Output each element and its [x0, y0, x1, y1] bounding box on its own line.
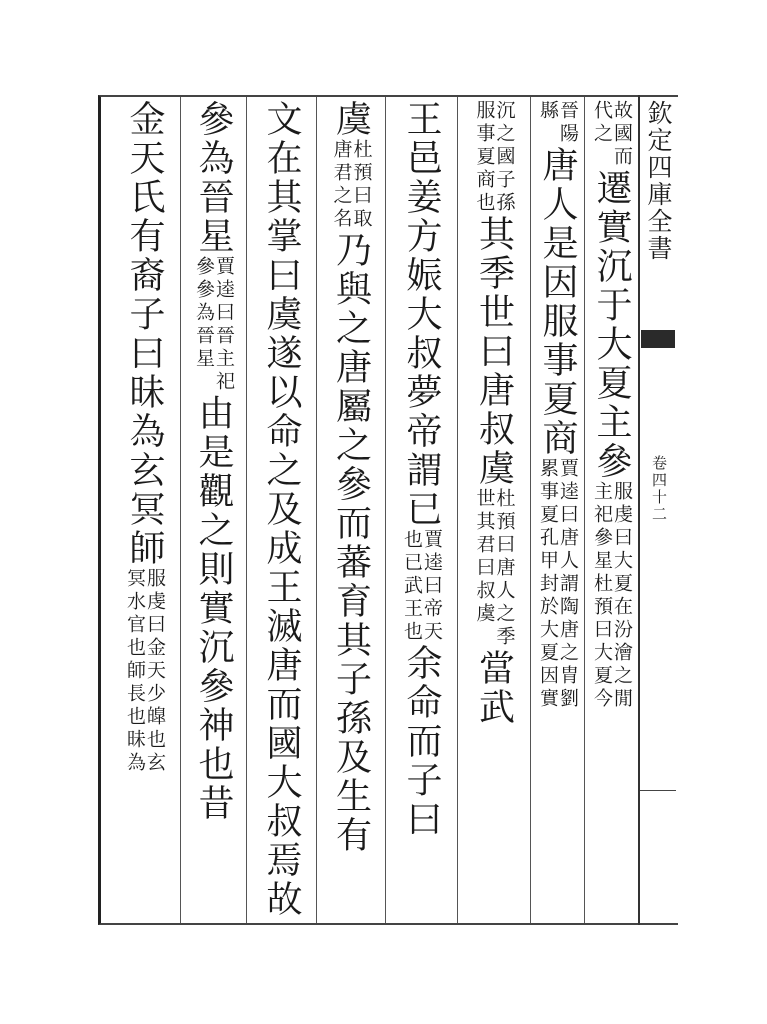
- text-column-7: [180, 100, 246, 920]
- main-text: 金天氏有裔子曰昧為玄冥師: [124, 100, 165, 568]
- main-text: 參為晉星: [193, 100, 234, 256]
- commentary-line: 主祀參星杜預曰大夏今: [591, 481, 613, 711]
- commentary-pair: [331, 139, 371, 231]
- commentary-pair: [474, 100, 514, 215]
- main-text: 遷實沉于大夏主參: [591, 169, 632, 481]
- column-stack: [193, 100, 233, 920]
- commentary-pair: [537, 100, 577, 146]
- commentary-pair: [401, 529, 441, 644]
- margin-juan-number: 卷四十二: [650, 455, 668, 523]
- main-text: 當武: [473, 649, 515, 727]
- main-text: 由是觀之則實沉參神也昔: [193, 394, 234, 823]
- commentary-line: 累事夏孔甲封於大夏因實: [537, 458, 559, 711]
- commentary-line: 賈逵曰帝天: [420, 529, 443, 644]
- column-stack: [591, 100, 631, 920]
- column-stack: [124, 100, 164, 920]
- column-stack: [261, 100, 302, 920]
- main-text: 唐人是因服事夏商: [537, 146, 578, 458]
- commentary-line: 故國而: [610, 100, 633, 169]
- commentary-pair: [193, 256, 233, 394]
- commentary-line: 賈逵曰唐人謂陶唐之胄劉: [556, 458, 579, 711]
- column-stack: [474, 100, 514, 920]
- margin-rule: [640, 790, 676, 791]
- text-column-2: [530, 100, 584, 920]
- text-column-8: [108, 100, 180, 920]
- commentary-pair: [591, 100, 631, 169]
- main-text: 乃與之唐屬之參而蕃育其子孫及生有: [330, 231, 372, 855]
- commentary-line: 晉陽: [556, 100, 579, 146]
- commentary-line: 縣: [537, 100, 559, 123]
- text-column-4: [385, 100, 457, 920]
- main-text: 虞: [330, 100, 372, 139]
- column-stack: [401, 100, 441, 920]
- commentary-line: 世其君曰叔虞: [473, 488, 496, 626]
- column-stack: [331, 100, 371, 920]
- commentary-line: 也已武王也: [401, 529, 423, 644]
- text-column-3: [457, 100, 530, 920]
- text-column-6: [246, 100, 316, 920]
- margin-book-title: 欽定四庫全書: [644, 100, 673, 262]
- commentary-line: 服虔曰大夏在汾澮之閒: [610, 481, 633, 711]
- main-text: 余命而子曰: [401, 644, 442, 839]
- commentary-pair: [124, 568, 164, 775]
- main-text: 其季世曰唐叔虞: [473, 215, 515, 488]
- commentary-line: 杜預曰唐人之季: [493, 488, 516, 649]
- commentary-pair: [591, 481, 631, 711]
- commentary-line: 賈逵曰晉主祀: [212, 256, 235, 394]
- commentary-line: 服虔曰金天少皥也玄: [143, 568, 166, 775]
- commentary-line: 參參為晉星: [193, 256, 215, 371]
- margin-fishtail-mark: [641, 330, 675, 348]
- text-column-5: [316, 100, 385, 920]
- commentary-line: 唐君之名: [330, 139, 353, 231]
- commentary-line: 冥水官也師長也昧為: [124, 568, 146, 775]
- main-text: 王邑姜方娠大叔夢帝謂已: [401, 100, 442, 529]
- commentary-pair: [537, 458, 577, 711]
- main-text: 文在其掌曰虞遂以命之及成王滅唐而國大叔焉故: [261, 100, 302, 919]
- commentary-line: 沉之國子孫: [493, 100, 516, 215]
- column-stack: [537, 100, 577, 920]
- commentary-line: 代之: [591, 100, 613, 146]
- text-column-1: [584, 100, 638, 920]
- commentary-line: 服事夏商也: [473, 100, 496, 215]
- commentary-line: 杜預曰取: [350, 139, 373, 231]
- commentary-pair: [474, 488, 514, 649]
